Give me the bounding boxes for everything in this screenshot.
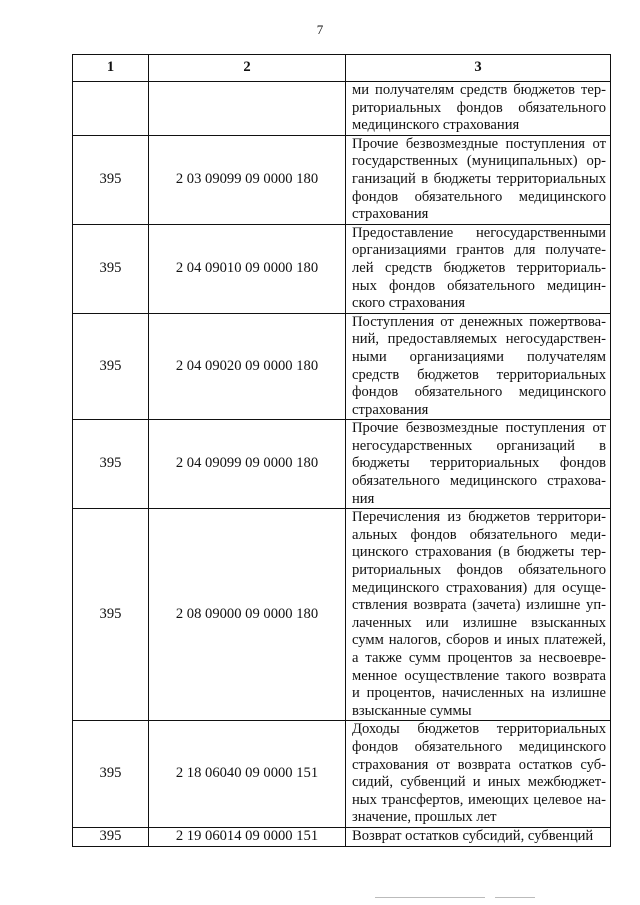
table-header-row (73, 55, 611, 82)
description-line: а также сумм процентов за несвоевре- (352, 650, 606, 666)
table-body (73, 82, 611, 847)
description-line: лей средств бюджетов территориаль- (352, 259, 606, 276)
budget-code-cell: 2 04 09010 09 0000 180 (149, 224, 346, 313)
description-line: бюджеты территориальных фондов (352, 455, 606, 472)
admin-code-cell: 395 (73, 135, 149, 224)
description-line: медицинского страхования (352, 117, 520, 134)
scan-artifact-line (375, 897, 485, 898)
budget-code-cell: 2 18 06040 09 0000 151 (149, 721, 346, 828)
description-line: Прочие безвозмездные поступления от (352, 135, 606, 152)
column-header-admin: 1 (73, 55, 149, 82)
description-line: страхования (352, 401, 429, 418)
description-line: медицинского страхования) для осуще- (352, 579, 606, 596)
description-line: ния (352, 490, 375, 507)
description-line: Возврат остатков субсидий, субвенций (352, 827, 594, 844)
description-cell (346, 135, 611, 224)
description-line: взысканные суммы (352, 702, 472, 719)
table-row (73, 509, 611, 721)
description-line: менное осуществление такого возврата (352, 667, 606, 684)
budget-code-cell: 2 08 09000 09 0000 180 (149, 509, 346, 721)
admin-code-cell: 395 (73, 721, 149, 828)
description-line: организациями грантов для получате- (352, 242, 606, 259)
description-line: государственных (муниципальных) ор- (352, 153, 606, 170)
admin-code-cell (73, 82, 149, 136)
budget-code-cell: 2 04 09099 09 0000 180 (149, 420, 346, 509)
description-line: ствления возврата (зачета) излишне уп- (352, 597, 606, 614)
description-line: ных трансфертов, имеющих целевое на- (352, 791, 606, 808)
budget-code-cell: 2 03 09099 09 0000 180 (149, 135, 346, 224)
column-header-code: 2 (149, 55, 346, 82)
description-line: альных фондов обязательного меди- (352, 526, 606, 543)
description-line: Прочие безвозмездные поступления от (352, 420, 606, 437)
description-cell (346, 509, 611, 721)
description-line: страхования от возврата остатков суб- (352, 756, 606, 773)
table-row (73, 224, 611, 313)
admin-code-cell: 395 (73, 313, 149, 420)
description-line: ского страхования (352, 295, 466, 312)
description-line: фондов обязательного медицинского (352, 384, 606, 401)
description-line: цинского страхования (в бюджеты тер- (352, 544, 606, 561)
page-number: 7 (316, 22, 324, 37)
description-line: сумм налогов, сборов и иных платежей, (352, 632, 606, 649)
admin-code-cell: 395 (73, 224, 149, 313)
description-line: ными организациями получателям (352, 348, 606, 365)
description-line: Перечисления из бюджетов территори- (352, 509, 606, 526)
description-line: и процентов, начисленных на излишне (352, 685, 606, 702)
scan-artifact-line (495, 897, 535, 898)
admin-code-cell: 395 (73, 827, 149, 846)
description-line: значение, прошлых лет (352, 809, 497, 826)
description-line: ми получателям средств бюджетов тер- (352, 82, 606, 98)
table-row (73, 313, 611, 420)
description-line: Предоставление негосударственными (352, 224, 606, 241)
budget-code-cell: 2 04 09020 09 0000 180 (149, 313, 346, 420)
description-line: риториальных фондов обязательного (352, 99, 606, 116)
description-cell (346, 721, 611, 828)
table-row (73, 721, 611, 828)
table-row (73, 827, 611, 846)
description-line: обязательного медицинского страхова- (352, 473, 606, 490)
description-cell (346, 827, 611, 846)
description-line: фондов обязательного медицинского (352, 188, 606, 205)
budget-code-cell (149, 82, 346, 136)
table-row (73, 82, 611, 136)
description-cell (346, 420, 611, 509)
admin-code-cell: 395 (73, 509, 149, 721)
description-line: страхования (352, 206, 429, 223)
description-line: Поступления от денежных пожертвова- (352, 313, 606, 330)
description-cell (346, 313, 611, 420)
table-row (73, 135, 611, 224)
description-line: ных фондов обязательного медицин- (352, 277, 606, 294)
budget-code-cell: 2 19 06014 09 0000 151 (149, 827, 346, 846)
table-row (73, 420, 611, 509)
description-cell (346, 224, 611, 313)
budget-classification-table (72, 54, 611, 847)
description-line: Доходы бюджетов территориальных (352, 721, 606, 738)
description-line: фондов обязательного медицинского (352, 738, 606, 755)
description-line: ганизаций в бюджеты территориальных (352, 170, 606, 187)
description-line: негосударственных организаций в (352, 437, 606, 454)
description-line: риториальных фондов обязательного (352, 562, 606, 579)
description-line: сидий, субвенций и иных межбюджет- (352, 774, 606, 791)
admin-code-cell: 395 (73, 420, 149, 509)
description-cell (346, 82, 611, 136)
description-line: средств бюджетов территориальных (352, 366, 606, 383)
description-line: ний, предоставляемых негосударствен- (352, 331, 606, 348)
description-line: лаченных или излишне взысканных (352, 614, 606, 631)
column-header-description: 3 (346, 55, 611, 82)
